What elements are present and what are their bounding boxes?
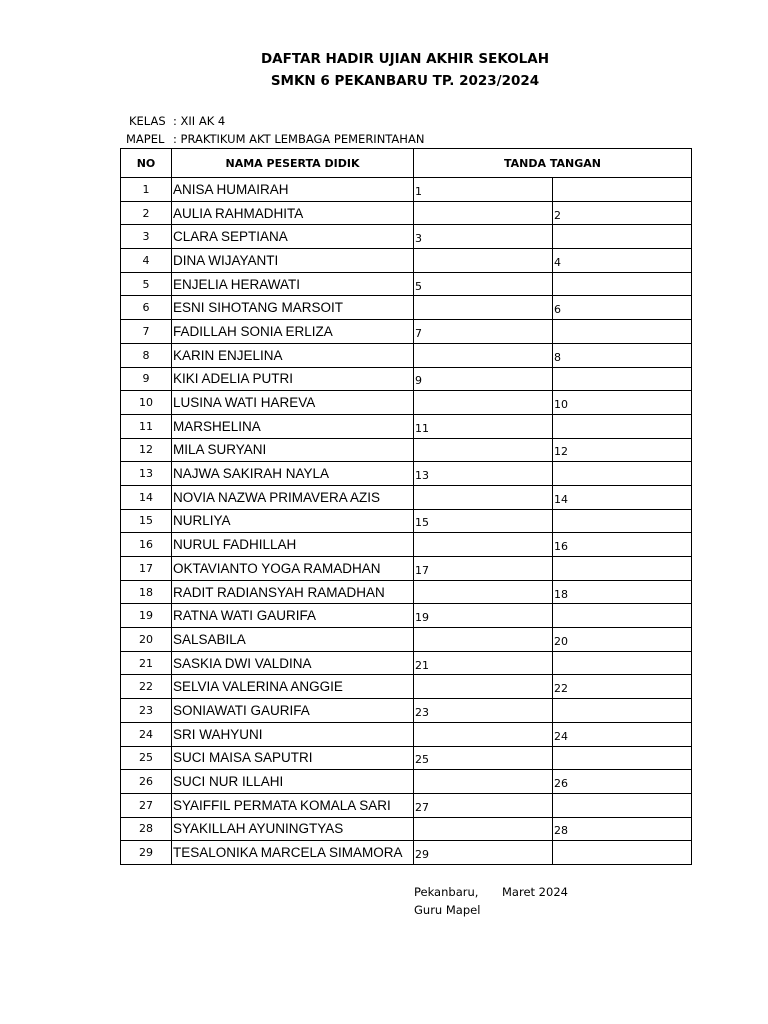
student-name: FADILLAH SONIA ERLIZA xyxy=(172,320,414,344)
student-name: NOVIA NAZWA PRIMAVERA AZIS xyxy=(172,485,414,509)
table-row xyxy=(121,462,692,486)
table-row xyxy=(121,249,692,273)
signature-cell-right[interactable] xyxy=(553,201,692,225)
signature-cell-left[interactable] xyxy=(414,178,553,202)
signature-cell-left[interactable] xyxy=(414,675,553,699)
signature-cell-right[interactable] xyxy=(553,438,692,462)
student-name: CLARA SEPTIANA xyxy=(172,225,414,249)
signature-cell-right[interactable] xyxy=(553,817,692,841)
row-number: 1 xyxy=(121,178,172,202)
table-row xyxy=(121,675,692,699)
signature-number: 10 xyxy=(554,398,568,412)
signature-cell-right[interactable] xyxy=(553,770,692,794)
signature-number: 1 xyxy=(415,184,422,198)
student-name: ENJELIA HERAWATI xyxy=(172,272,414,296)
signature-cell-left[interactable] xyxy=(414,817,553,841)
signature-cell-right[interactable] xyxy=(553,414,692,438)
signature-cell-left[interactable] xyxy=(414,651,553,675)
table-row xyxy=(121,485,692,509)
signature-number: 12 xyxy=(554,445,568,459)
row-number: 20 xyxy=(121,628,172,652)
mapel-label: MAPEL xyxy=(126,132,165,146)
signature-cell-right[interactable] xyxy=(553,343,692,367)
table-row xyxy=(121,178,692,202)
signature-cell-left[interactable] xyxy=(414,793,553,817)
row-number: 10 xyxy=(121,391,172,415)
student-name: NURLIYA xyxy=(172,509,414,533)
header-signature: TANDA TANGAN xyxy=(414,149,692,178)
student-name: NURUL FADHILLAH xyxy=(172,533,414,557)
table-row xyxy=(121,272,692,296)
signature-cell-left[interactable] xyxy=(414,367,553,391)
student-name: SRI WAHYUNI xyxy=(172,722,414,746)
kelas-label: KELAS xyxy=(129,114,166,128)
signature-cell-left[interactable] xyxy=(414,201,553,225)
row-number: 21 xyxy=(121,651,172,675)
table-row xyxy=(121,391,692,415)
signature-cell-left[interactable] xyxy=(414,770,553,794)
header-name: NAMA PESERTA DIDIK xyxy=(172,149,414,178)
signature-cell-left[interactable] xyxy=(414,580,553,604)
signature-cell-left[interactable] xyxy=(414,462,553,486)
student-name: SYAIFFIL PERMATA KOMALA SARI xyxy=(172,793,414,817)
student-name: RATNA WATI GAURIFA xyxy=(172,604,414,628)
signature-number: 11 xyxy=(415,421,429,435)
table-row xyxy=(121,296,692,320)
table-row xyxy=(121,841,692,865)
signature-number: 15 xyxy=(415,516,429,530)
signature-number: 8 xyxy=(554,350,561,364)
student-name: NAJWA SAKIRAH NAYLA xyxy=(172,462,414,486)
header-no: NO xyxy=(121,149,172,178)
row-number: 6 xyxy=(121,296,172,320)
signature-cell-left[interactable] xyxy=(414,722,553,746)
row-number: 18 xyxy=(121,580,172,604)
footer-role: Guru Mapel xyxy=(414,903,481,917)
student-name: SUCI MAISA SAPUTRI xyxy=(172,746,414,770)
table-row xyxy=(121,557,692,581)
student-name: RADIT RADIANSYAH RAMADHAN xyxy=(172,580,414,604)
signature-cell-right[interactable] xyxy=(553,533,692,557)
signature-cell-left[interactable] xyxy=(414,438,553,462)
signature-cell-left[interactable] xyxy=(414,391,553,415)
student-name: DINA WIJAYANTI xyxy=(172,249,414,273)
signature-cell-right[interactable] xyxy=(553,722,692,746)
table-row xyxy=(121,367,692,391)
signature-cell-left[interactable] xyxy=(414,746,553,770)
signature-number: 26 xyxy=(554,777,568,791)
student-name: MILA SURYANI xyxy=(172,438,414,462)
signature-number: 22 xyxy=(554,682,568,696)
signature-number: 6 xyxy=(554,303,561,317)
student-name: TESALONIKA MARCELA SIMAMORA xyxy=(172,841,414,865)
signature-number: 17 xyxy=(415,563,429,577)
signature-cell-right[interactable] xyxy=(553,178,692,202)
table-row xyxy=(121,201,692,225)
signature-cell-right[interactable] xyxy=(553,675,692,699)
student-name: ANISA HUMAIRAH xyxy=(172,178,414,202)
signature-number: 16 xyxy=(554,540,568,554)
table-row xyxy=(121,746,692,770)
signature-number: 23 xyxy=(415,705,429,719)
table-row xyxy=(121,628,692,652)
signature-number: 4 xyxy=(554,255,561,269)
kelas-value: : XII AK 4 xyxy=(173,114,226,128)
signature-number: 3 xyxy=(415,232,422,246)
signature-cell-left[interactable] xyxy=(414,296,553,320)
row-number: 16 xyxy=(121,533,172,557)
signature-cell-right[interactable] xyxy=(553,841,692,865)
signature-number: 9 xyxy=(415,374,422,388)
footer-date: Maret 2024 xyxy=(502,885,568,899)
table-row xyxy=(121,604,692,628)
row-number: 15 xyxy=(121,509,172,533)
signature-cell-left[interactable] xyxy=(414,604,553,628)
row-number: 28 xyxy=(121,817,172,841)
signature-cell-left[interactable] xyxy=(414,628,553,652)
row-number: 29 xyxy=(121,841,172,865)
signature-number: 7 xyxy=(415,326,422,340)
row-number: 26 xyxy=(121,770,172,794)
student-name: LUSINA WATI HAREVA xyxy=(172,391,414,415)
table-row xyxy=(121,651,692,675)
student-name: AULIA RAHMADHITA xyxy=(172,201,414,225)
student-name: SALSABILA xyxy=(172,628,414,652)
student-name: KIKI ADELIA PUTRI xyxy=(172,367,414,391)
row-number: 13 xyxy=(121,462,172,486)
student-name: SUCI NUR ILLAHI xyxy=(172,770,414,794)
signature-number: 27 xyxy=(415,800,429,814)
signature-number: 2 xyxy=(554,208,561,222)
student-name: SONIAWATI GAURIFA xyxy=(172,699,414,723)
table-row xyxy=(121,699,692,723)
table-row xyxy=(121,343,692,367)
document-title: DAFTAR HADIR UJIAN AKHIR SEKOLAH xyxy=(260,51,550,67)
signature-number: 14 xyxy=(554,492,568,506)
table-row xyxy=(121,793,692,817)
signature-number: 28 xyxy=(554,824,568,838)
row-number: 24 xyxy=(121,722,172,746)
signature-cell-right[interactable] xyxy=(553,604,692,628)
signature-cell-left[interactable] xyxy=(414,343,553,367)
table-row xyxy=(121,225,692,249)
signature-cell-right[interactable] xyxy=(553,699,692,723)
signature-cell-left[interactable] xyxy=(414,509,553,533)
row-number: 23 xyxy=(121,699,172,723)
table-row xyxy=(121,722,692,746)
signature-cell-left[interactable] xyxy=(414,249,553,273)
row-number: 7 xyxy=(121,320,172,344)
signature-number: 19 xyxy=(415,611,429,625)
signature-cell-right[interactable] xyxy=(553,296,692,320)
table-row xyxy=(121,580,692,604)
signature-cell-right[interactable] xyxy=(553,557,692,581)
row-number: 5 xyxy=(121,272,172,296)
signature-number: 18 xyxy=(554,587,568,601)
signature-cell-right[interactable] xyxy=(553,793,692,817)
signature-cell-right[interactable] xyxy=(553,225,692,249)
row-number: 3 xyxy=(121,225,172,249)
signature-number: 21 xyxy=(415,658,429,672)
signature-cell-right[interactable] xyxy=(553,272,692,296)
row-number: 11 xyxy=(121,414,172,438)
row-number: 4 xyxy=(121,249,172,273)
student-name: OKTAVIANTO YOGA RAMADHAN xyxy=(172,557,414,581)
signature-cell-right[interactable] xyxy=(553,249,692,273)
row-number: 25 xyxy=(121,746,172,770)
attendance-table xyxy=(120,148,692,865)
student-name: KARIN ENJELINA xyxy=(172,343,414,367)
student-name: SASKIA DWI VALDINA xyxy=(172,651,414,675)
signature-cell-left[interactable] xyxy=(414,699,553,723)
signature-cell-left[interactable] xyxy=(414,533,553,557)
student-name: ESNI SIHOTANG MARSOIT xyxy=(172,296,414,320)
signature-cell-left[interactable] xyxy=(414,320,553,344)
row-number: 22 xyxy=(121,675,172,699)
signature-cell-right[interactable] xyxy=(553,367,692,391)
signature-cell-left[interactable] xyxy=(414,225,553,249)
table-row xyxy=(121,320,692,344)
table-row xyxy=(121,438,692,462)
signature-cell-right[interactable] xyxy=(553,651,692,675)
signature-number: 25 xyxy=(415,753,429,767)
signature-cell-right[interactable] xyxy=(553,462,692,486)
signature-number: 29 xyxy=(415,848,429,862)
signature-cell-right[interactable] xyxy=(553,746,692,770)
row-number: 17 xyxy=(121,557,172,581)
signature-cell-left[interactable] xyxy=(414,557,553,581)
row-number: 12 xyxy=(121,438,172,462)
signature-cell-right[interactable] xyxy=(553,485,692,509)
signature-cell-right[interactable] xyxy=(553,580,692,604)
table-header-row xyxy=(121,149,692,178)
table-row xyxy=(121,770,692,794)
table-row xyxy=(121,414,692,438)
table-row xyxy=(121,509,692,533)
row-number: 2 xyxy=(121,201,172,225)
row-number: 19 xyxy=(121,604,172,628)
table-row xyxy=(121,533,692,557)
signature-number: 20 xyxy=(554,634,568,648)
row-number: 9 xyxy=(121,367,172,391)
row-number: 14 xyxy=(121,485,172,509)
table-row xyxy=(121,817,692,841)
row-number: 8 xyxy=(121,343,172,367)
signature-cell-left[interactable] xyxy=(414,485,553,509)
student-name: SYAKILLAH AYUNINGTYAS xyxy=(172,817,414,841)
signature-cell-left[interactable] xyxy=(414,272,553,296)
student-name: MARSHELINA xyxy=(172,414,414,438)
footer-place: Pekanbaru, xyxy=(414,885,479,899)
signature-cell-left[interactable] xyxy=(414,841,553,865)
mapel-value: : PRAKTIKUM AKT LEMBAGA PEMERINTAHAN xyxy=(173,132,425,146)
signature-number: 24 xyxy=(554,729,568,743)
signature-cell-right[interactable] xyxy=(553,320,692,344)
row-number: 27 xyxy=(121,793,172,817)
signature-cell-right[interactable] xyxy=(553,509,692,533)
signature-cell-left[interactable] xyxy=(414,414,553,438)
signature-cell-right[interactable] xyxy=(553,391,692,415)
signature-cell-right[interactable] xyxy=(553,628,692,652)
signature-number: 5 xyxy=(415,279,422,293)
document-subtitle: SMKN 6 PEKANBARU TP. 2023/2024 xyxy=(270,73,540,89)
signature-number: 13 xyxy=(415,469,429,483)
student-name: SELVIA VALERINA ANGGIE xyxy=(172,675,414,699)
